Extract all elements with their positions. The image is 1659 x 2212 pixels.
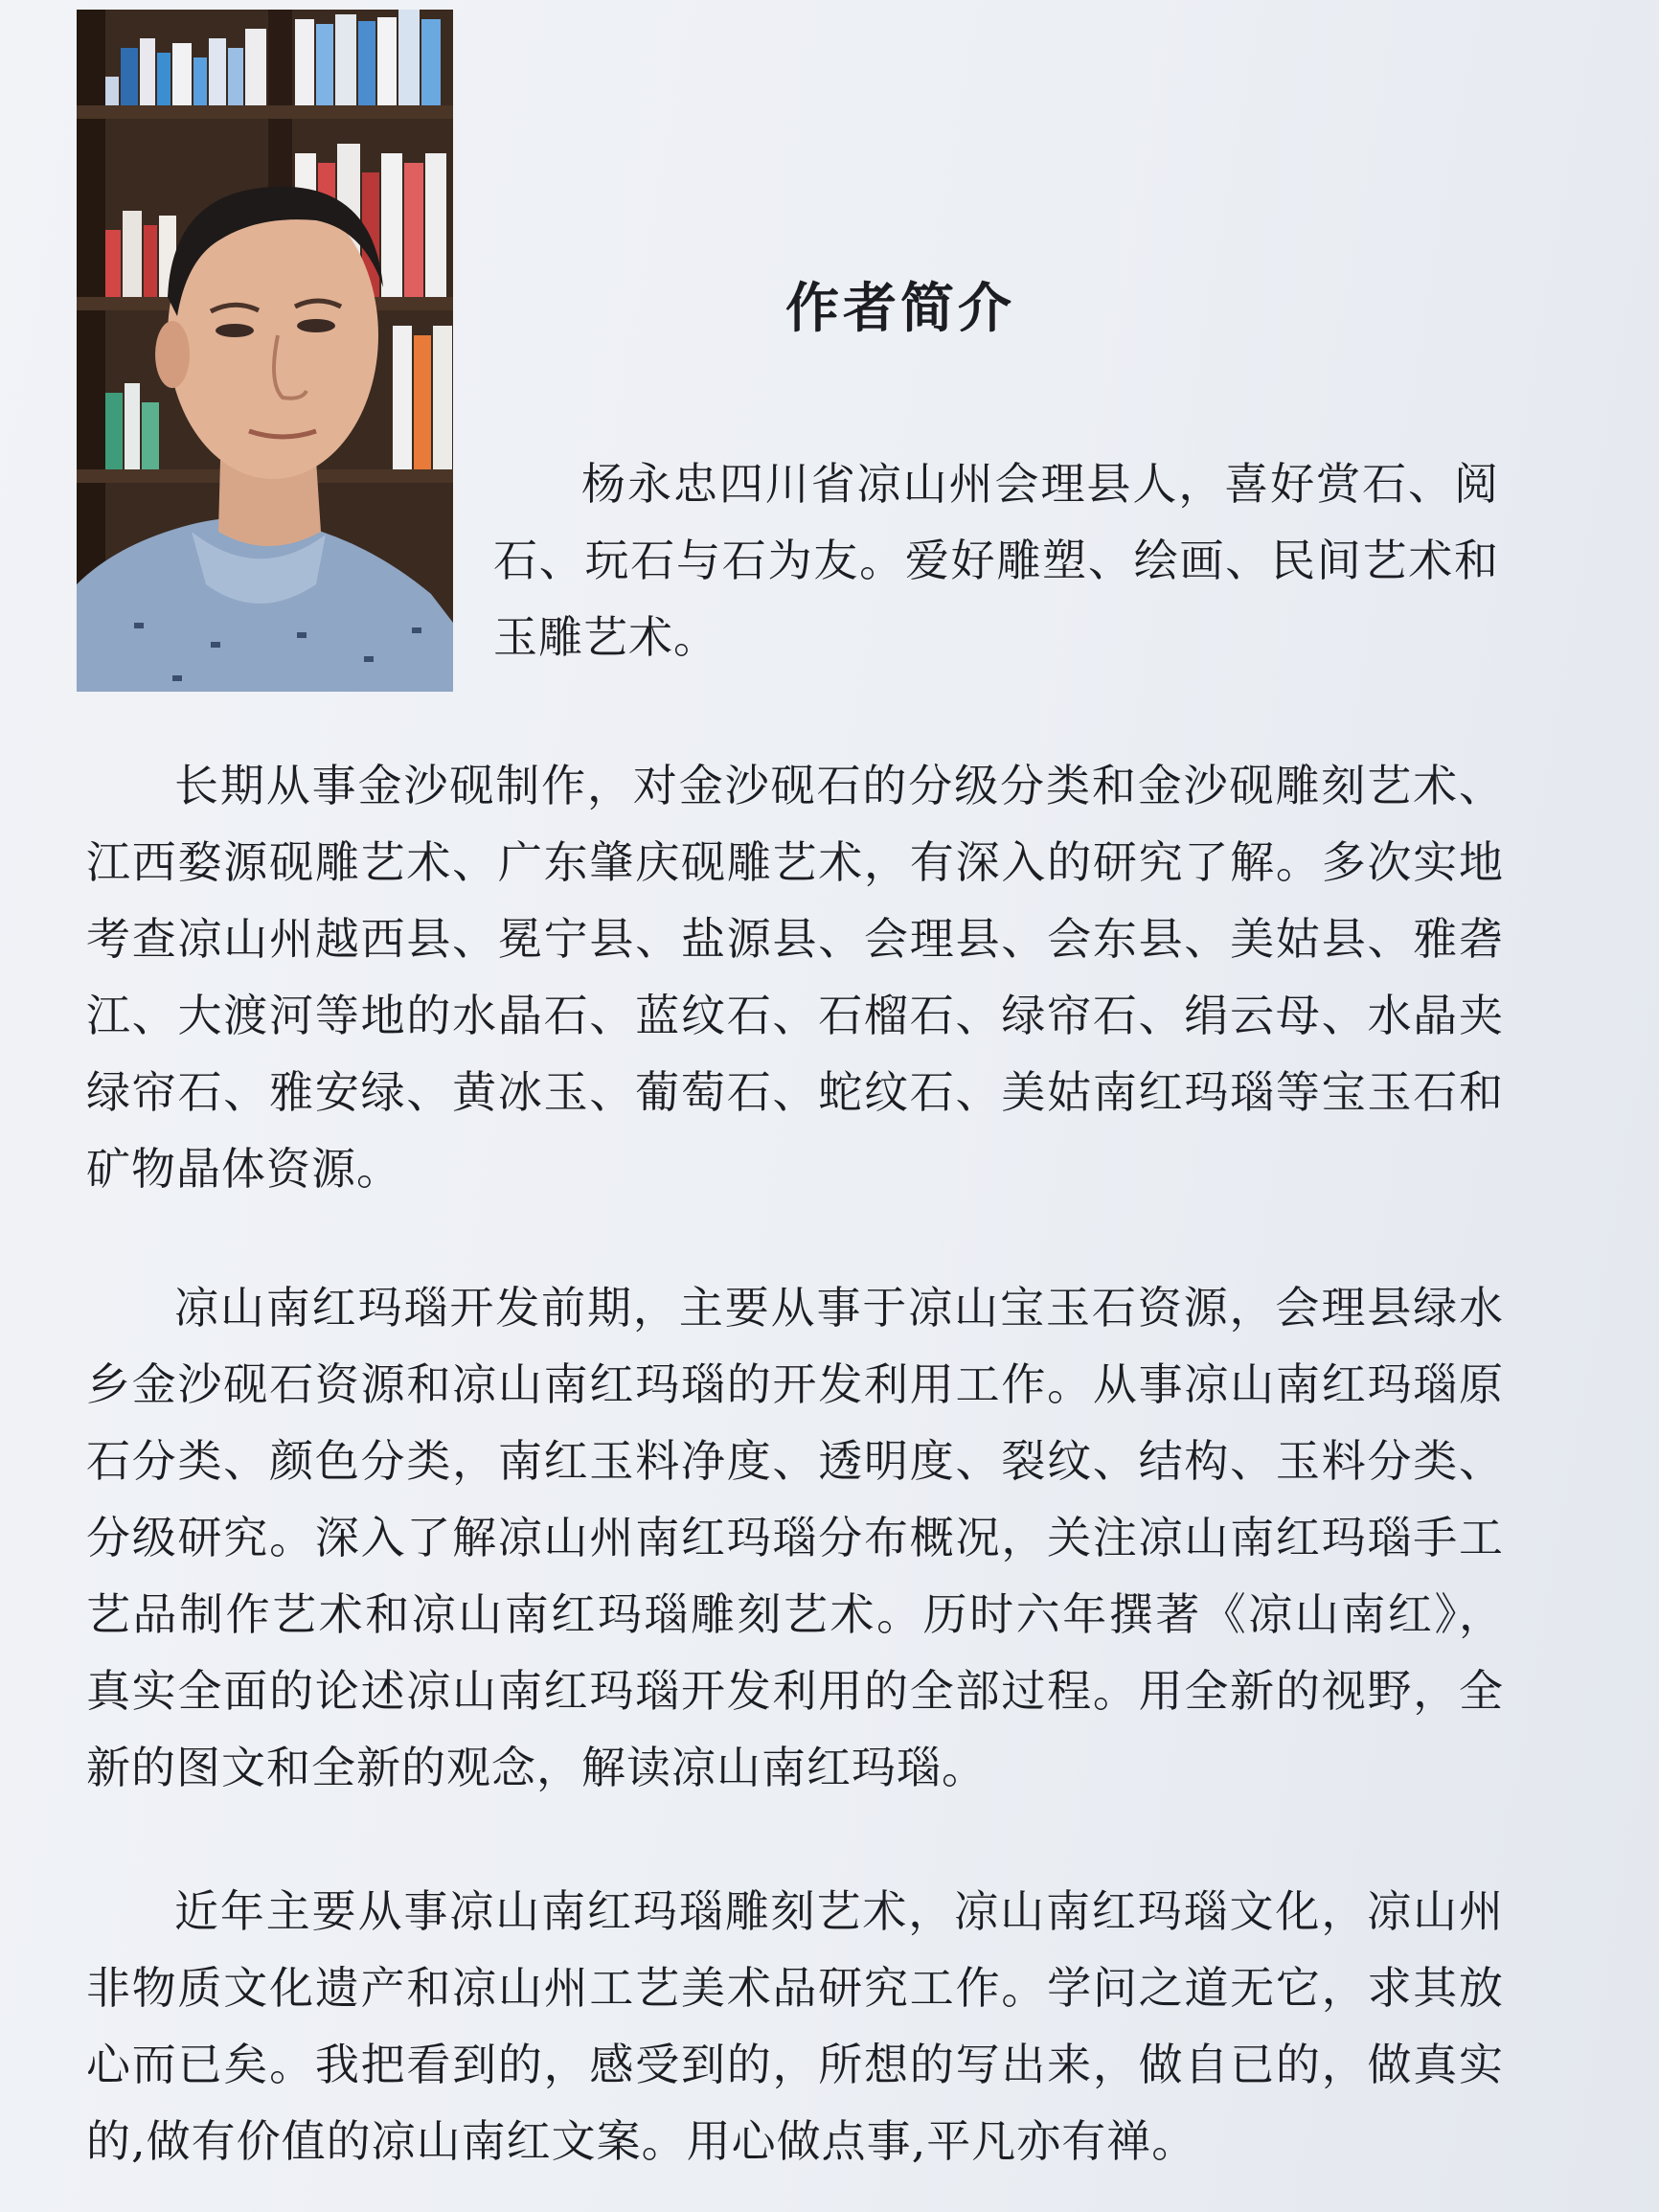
bio-paragraph-1: 杨永忠四川省凉山州会理县人，喜好赏石、阅石、玩石与石为友。爱好雕塑、绘画、民间艺术和玉雕艺术。 [493, 458, 1499, 663]
bio-paragraph-4: 近年主要从事凉山南红玛瑙雕刻艺术，凉山南红玛瑙文化，凉山州非物质文化遗产和凉山州工艺美术品研究工作。学问之道无它，求其放心而已矣。我把看到的，感受到的，所想的写出来，做自已的，做真实的,做有价值的凉山南红文案。用心做点事,平凡亦有禅。 [86, 1885, 1504, 2167]
author-portrait [77, 10, 453, 692]
bio-paragraph-2: 长期从事金沙砚制作，对金沙砚石的分级分类和金沙砚雕刻艺术、江西婺源砚雕艺术、广东肇庆砚雕艺术，有深入的研究了解。多次实地考查凉山州越西县、冕宁县、盐源县、会理县、会东县、美姑县、雅砻江、大渡河等地的水晶石、蓝纹石、石榴石、绿帘石、绢云母、水晶夹绿帘石、雅安绿、黄冰玉、葡萄石、蛇纹石、美姑南红玛瑙等宝玉石和矿物晶体资源。 [86, 760, 1504, 1195]
page-title: 作者简介 [785, 277, 1015, 340]
portrait-image [77, 10, 453, 692]
bio-paragraph-3: 凉山南红玛瑙开发前期，主要从事于凉山宝玉石资源，会理县绿水乡金沙砚石资源和凉山南红玛瑙的开发利用工作。从事凉山南红玛瑙原石分类、颜色分类，南红玉料净度、透明度、裂纹、结构、玉料分类、分级研究。深入了解凉山州南红玛瑙分布概况，关注凉山南红玛瑙手工艺品制作艺术和凉山南红玛瑙雕刻艺术。历时六年撰著《凉山南红》，真实全面的论述凉山南红玛瑙开发利用的全部过程。用全新的视野，全新的图文和全新的观念，解读凉山南红玛瑙。 [86, 1282, 1504, 1793]
